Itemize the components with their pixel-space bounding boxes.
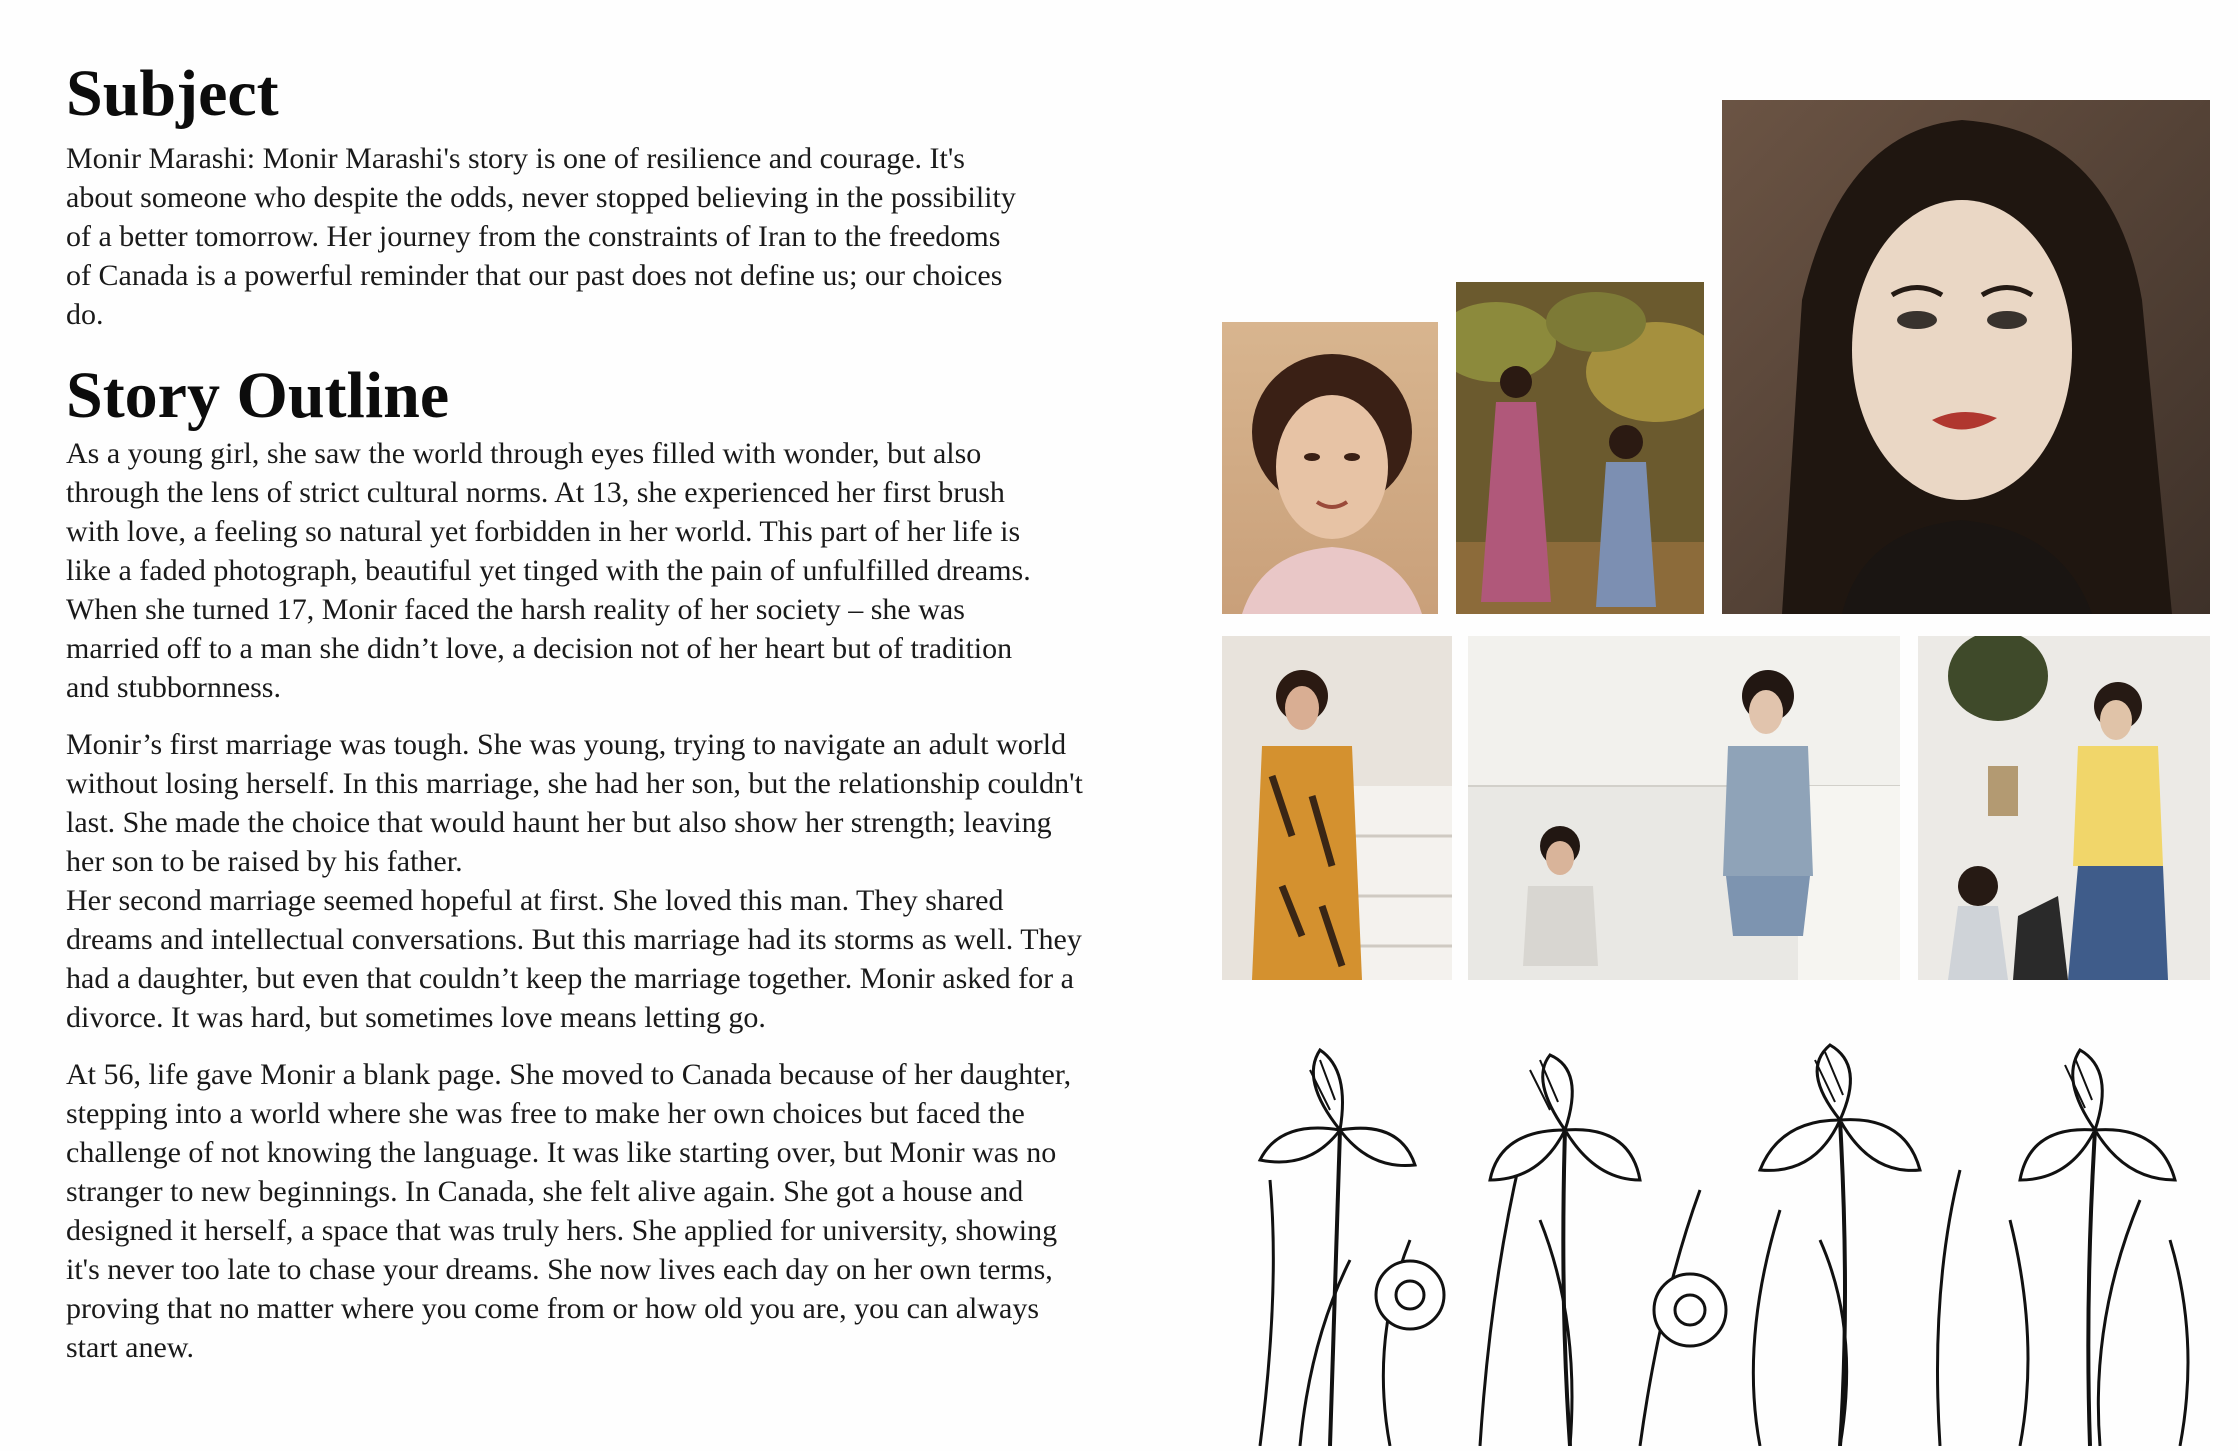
story-paragraph-1: As a young girl, she saw the world through eyes filled with wonder, but also through the lens of strict cultural norms. At 13, she experienced her first brush with love, a feeling so natural yet forbidden in her world. This part of her life is like a faded photograph, beautiful yet tinged with the pain of unfulfilled dreams. When she turned 17, Monir faced the harsh reality of her society – she was married off to a man she didn’t love, a decision not of her heart but of tradition and stubbornness. [66,437,1031,705]
iris-botanical-illustration [1240,1040,2220,1446]
photo-woman-and-boy-kitchen [1468,636,1900,980]
story-paragraph-4: At 56, life gave Monir a blank page. She moved to Canada because of her daughter, stepping into a world where she was free to make her own choices but faced the challenge of not knowing the language. It was like starting over, but Monir was no stranger to new beginnings. In Canada, she felt alive again. She got a house and designed it herself, a space that was truly hers. She applied for university, showing it's never too late to chase your dreams. She now lives each day on her own terms, proving that no matter where you come from or how old you are, you can always start anew. [66,1058,1072,1365]
story-paragraph-2: Monir’s first marriage was tough. She was young, trying to navigate an adult world without losing herself. In this marriage, she had her son, but the relationship couldn't last. She made the choice that would haunt her but also show her strength; leaving her son to be raised by his father. [66,728,1083,879]
photo-woman-and-child-plant [1918,636,2210,980]
text-column [66,58,1216,1367]
photo-young-girl-portrait [1222,322,1438,614]
photo-woman-portrait-large [1722,100,2210,614]
subject-body: Monir Marashi: Monir Marashi's story is one of resilience and courage. It's about someone who despite the odds, never stopped believing in the possibility of a better tomorrow. Her journey from the constraints of Iran to the freedoms of Canada is a powerful reminder that our past does not define us; our choices do. [66,141,1016,331]
story-outline-heading: Story Outline [66,358,450,432]
story-paragraph-3: Her second marriage seemed hopeful at first. She loved this man. They shared dreams and intellectual conversations. But this marriage had its storms as well. They had a daughter, but even that couldn’t keep the marriage together. Monir asked for a divorce. It was hard, but sometimes love means letting go. [66,884,1082,1035]
photo-woman-patterned-dress [1222,636,1452,980]
subject-heading: Subject [66,57,279,130]
photo-two-women-plants [1456,282,1704,614]
